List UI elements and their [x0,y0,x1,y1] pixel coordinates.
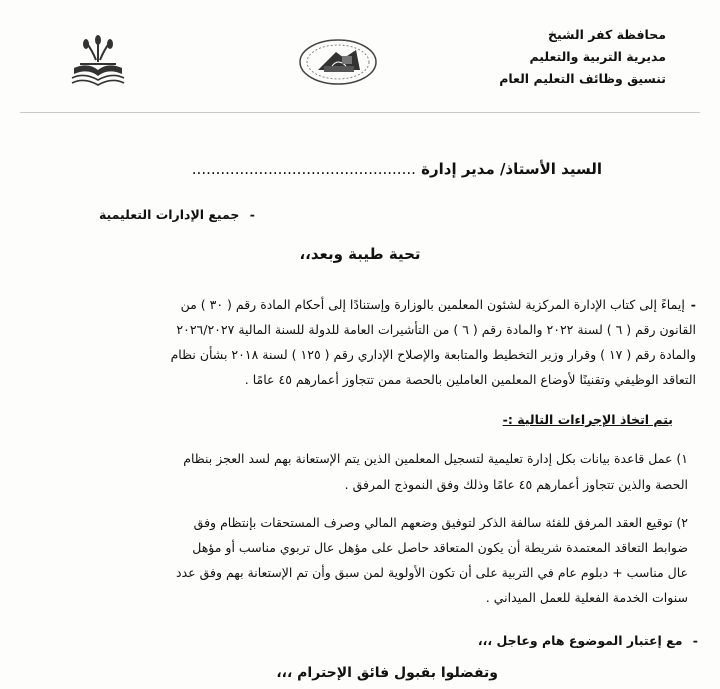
procedure-item-2 [26,510,688,610]
addressee-dots: ............................................... [191,160,416,178]
recipients-text: جميع الإدارات التعليمية [98,207,240,222]
intro-paragraph [32,292,696,392]
item-line: ١) عمل قاعدة بيانات بكل إدارة تعليمية لتسجيل المعلمين الذين يتم الإستعانة بهم لسد العجز بنظام [183,451,688,466]
paragraph-line: التعاقد الوظيفي وتقنينًا لأوضاع المعلمين العاملين بالحصة ممن تتجاوز أعمارهم ٤٥ عامًا . [244,372,696,387]
header-divider [20,112,700,113]
dash-bullet: - [692,633,698,648]
governorate-emblem-icon [66,32,130,88]
paragraph-line [32,292,696,317]
recipients-line [15,207,255,222]
item-line: الحصة والذين تتجاوز أعمارهم ٤٥ عامًا وذلك وفق النموذج المرفق . [344,477,688,492]
item-line: ٢) توقيع العقد المرفق للفئة سالفة الذكر لتوفيق وضعهم المالي وصرف المستحقات بإنتظام وفق [193,515,688,530]
procedures-heading: يتم اتخاذ الإجراءات التالية :- [502,412,673,427]
dash-bullet: - [690,297,696,312]
paragraph-line: القانون رقم ( ٦ ) لسنة ٢٠٢٢ والمادة رقم ( ٦ ) من التأشيرات العامة للدولة للسنة المالية ٢٠٢٦/٢٠٢٧ [176,322,696,337]
paragraph-line: والمادة رقم ( ١٧ ) وقرار وزير التخطيط والمتابعة والإصلاح الإداري رقم ( ١٢٥ ) لسنة ٢٠١٨ بشأن نظام [170,347,696,362]
dash-bullet: - [249,207,255,222]
addressee-line [182,160,602,178]
urgent-note [478,633,698,648]
ministry-logo-icon [296,36,380,88]
paragraph-line-text: إيماءً إلى كتاب الإدارة المركزية لشئون المعلمين بالوزارة وإستنادًا إلى أحكام المادة رقم ( ٣٠ ) من [180,297,685,312]
closing-line: وتفضلوا بقبول فائق الإحترام ،،، [276,665,498,681]
greeting: تحية طيبة وبعد،، [299,245,421,263]
item-line: ضوابط التعاقد المعتمدة شريطة أن يكون المتعاقد حاصل على مؤهل عال تربوي مناسب أو مؤهل [192,540,688,555]
procedure-item-1 [26,446,688,498]
addressee-title: السيد الأستاذ/ مدير إدارة [421,160,602,178]
department-label: تنسيق وظائف التعليم العام [499,71,666,86]
item-line: سنوات الخدمة الفعلية للعمل الميداني . [485,590,688,605]
governorate-label: محافظة كفر الشيخ [548,27,666,42]
letterhead [456,24,666,90]
urgent-text: مع إعتبار الموضوع هام وعاجل ،،، [477,633,683,648]
item-line: عال مناسب + دبلوم عام في التربية على أن تكون الأولوية لمن سبق وأن تم الإستعانة بهم وفق عدد [176,565,688,580]
directorate-label: مديرية التربية والتعليم [529,49,666,64]
